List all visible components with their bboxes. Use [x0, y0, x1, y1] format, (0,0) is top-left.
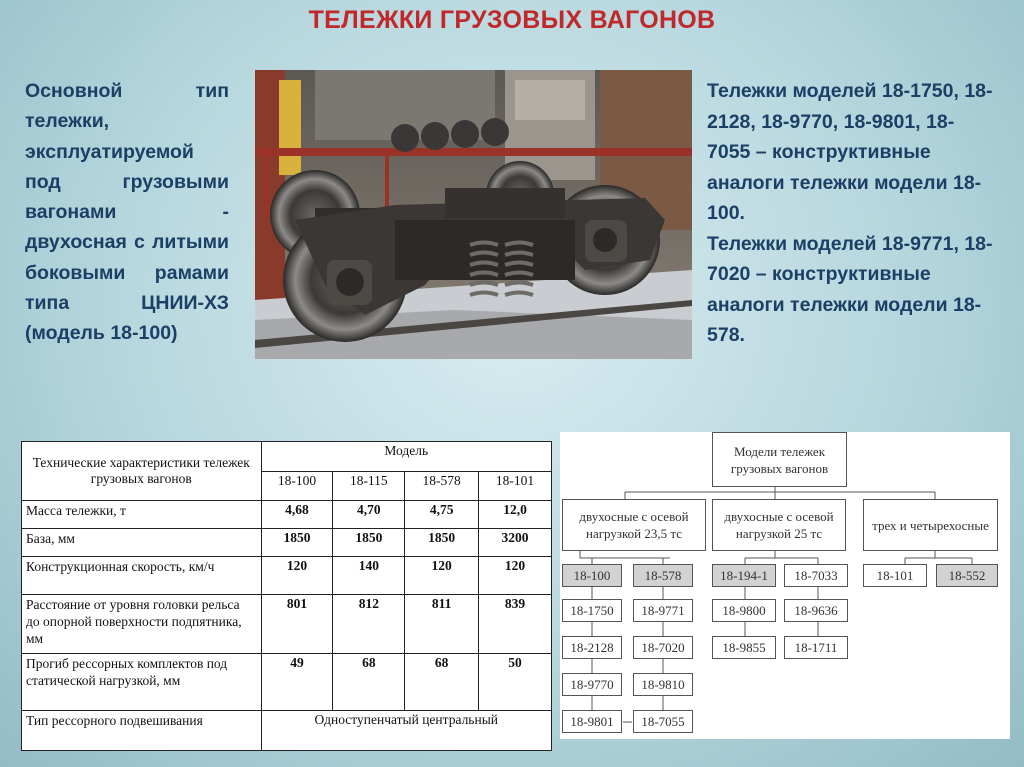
tree-model-box: 18-9801 [562, 710, 622, 733]
analogs-text [707, 76, 997, 351]
tree-model-box: 18-9800 [712, 599, 776, 622]
table-row [22, 595, 552, 654]
tree-model-box: 18-9770 [562, 673, 622, 696]
analogs-paragraph-2: Тележки моделей 18-9771, 18-7020 – конструктивные аналоги тележки модели 18-578. [707, 232, 993, 346]
cell-value: 120 [261, 557, 333, 595]
suspension-type-value: Одноступенчатый центральный [261, 710, 551, 750]
tree-group-multi-axle: трех и четырехосные [863, 499, 998, 551]
row-label: Конструкционная скорость, км/ч [22, 557, 262, 595]
tree-root: Модели тележек грузовых вагонов [712, 432, 847, 487]
cell-value: 4,70 [333, 500, 405, 528]
intro-text: Основной тип тележки, эксплуатируемой под грузовыми вагонами - двухосная с литыми боковыми рамами типа ЦНИИ-ХЗ (модель 18-100) [25, 80, 229, 345]
tree-model-box: 18-7020 [633, 636, 693, 659]
tree-model-box: 18-194-1 [712, 564, 776, 587]
cell-value: 801 [261, 595, 333, 654]
tree-model-box: 18-9855 [712, 636, 776, 659]
cell-value: 1850 [333, 528, 405, 556]
tree-group-23-5: двухосные с осевой нагрузкой 23,5 тс [562, 499, 706, 551]
tree-model-box: 18-578 [633, 564, 693, 587]
table-row [22, 557, 552, 595]
row-label: Масса тележки, т [22, 500, 262, 528]
cell-value: 839 [479, 595, 552, 654]
cell-value: 811 [405, 595, 479, 654]
row-label: База, мм [22, 528, 262, 556]
table-row [22, 500, 552, 528]
tree-model-box: 18-7055 [633, 710, 693, 733]
tree-model-box: 18-1711 [784, 636, 848, 659]
cell-value: 120 [479, 557, 552, 595]
table-header-characteristics: Технические характеристики тележек грузовых вагонов [22, 442, 262, 501]
model-header: 18-100 [261, 472, 333, 500]
slide-title: ТЕЛЕЖКИ ГРУЗОВЫХ ВАГОНОВ [308, 6, 716, 34]
cell-value: 50 [479, 654, 552, 711]
tree-model-box: 18-9810 [633, 673, 693, 696]
cell-value: 4,68 [261, 500, 333, 528]
cell-value: 68 [333, 654, 405, 711]
bogie-models-tree [560, 432, 1010, 739]
model-header: 18-115 [333, 472, 405, 500]
cell-value: 4,75 [405, 500, 479, 528]
analogs-paragraph-1: Тележки моделей 18-1750, 18-2128, 18-9770, 18-9801, 18-7055 – конструктивные аналоги тележки модели 18-100. [707, 80, 993, 224]
table-row [22, 528, 552, 556]
cell-value: 140 [333, 557, 405, 595]
bogie-photo-icon [255, 70, 692, 359]
table-header-model: Модель [261, 442, 551, 472]
cell-value: 68 [405, 654, 479, 711]
cell-value: 49 [261, 654, 333, 711]
tree-model-box: 18-9636 [784, 599, 848, 622]
cell-value: 1850 [261, 528, 333, 556]
row-label: Тип рессорного подвешивания [22, 710, 262, 750]
model-header: 18-101 [479, 472, 552, 500]
tree-model-box: 18-100 [562, 564, 622, 587]
tree-model-box: 18-101 [863, 564, 927, 587]
table-row [22, 710, 552, 750]
cell-value: 1850 [405, 528, 479, 556]
cell-value: 3200 [479, 528, 552, 556]
tree-model-box: 18-7033 [784, 564, 848, 587]
tree-model-box: 18-2128 [562, 636, 622, 659]
tree-model-box: 18-9771 [633, 599, 693, 622]
tree-group-25: двухосные с осевой нагрузкой 25 тс [712, 499, 846, 551]
cell-value: 12,0 [479, 500, 552, 528]
row-label: Прогиб рессорных комплектов под статической нагрузкой, мм [22, 654, 262, 711]
tree-model-box: 18-1750 [562, 599, 622, 622]
row-label: Расстояние от уровня головки рельса до опорной поверхности подпятника, мм [22, 595, 262, 654]
tree-model-box: 18-552 [936, 564, 998, 587]
model-header: 18-578 [405, 472, 479, 500]
cell-value: 812 [333, 595, 405, 654]
cell-value: 120 [405, 557, 479, 595]
table-row [22, 654, 552, 711]
specs-table [21, 441, 552, 751]
